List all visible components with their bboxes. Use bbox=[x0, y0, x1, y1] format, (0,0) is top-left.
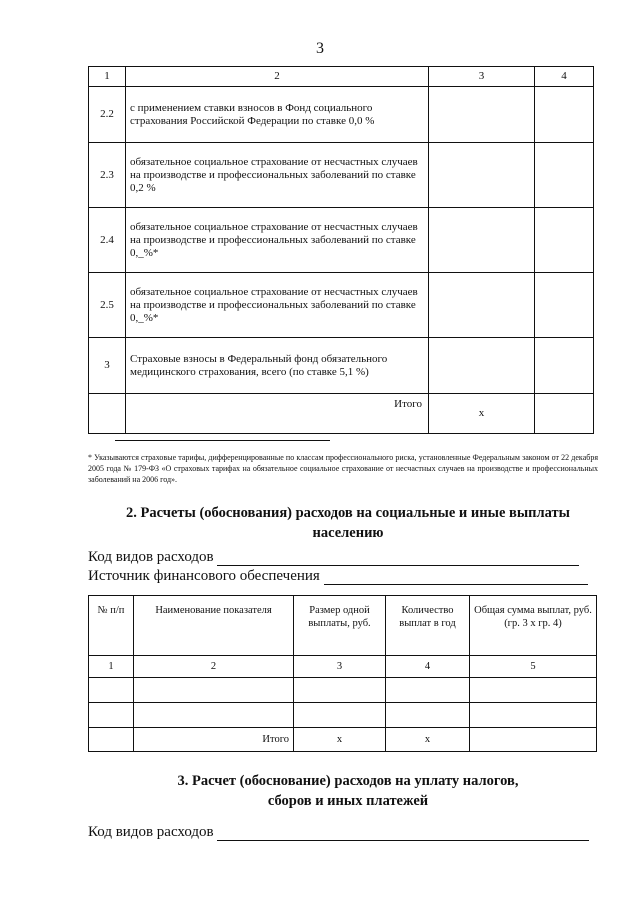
total-col4 bbox=[535, 394, 594, 434]
section3-title-line1: 3. Расчет (обоснование) расходов на уплату налогов, bbox=[177, 773, 519, 789]
section2-title bbox=[88, 503, 608, 543]
total-empty-cell bbox=[89, 394, 126, 434]
table-row bbox=[89, 87, 594, 143]
row-description: с применением ставки взносов в Фонд социального страхования Российской Федерации по ставке 0,0 % bbox=[126, 87, 429, 143]
row-number: 2.4 bbox=[89, 208, 126, 273]
empty-cell bbox=[134, 703, 294, 728]
row-col3 bbox=[429, 273, 535, 338]
empty-cell bbox=[89, 728, 134, 752]
table2-header-row bbox=[89, 596, 597, 656]
row-col4 bbox=[535, 273, 594, 338]
social-payments-table bbox=[88, 595, 597, 752]
header-payment-count: Количество выплат в год bbox=[386, 596, 470, 656]
row-number: 2.3 bbox=[89, 143, 126, 208]
contributions-table bbox=[88, 66, 594, 434]
section2-title-line2: населению bbox=[312, 525, 384, 541]
section2-code-field bbox=[88, 548, 579, 566]
col-number: 4 bbox=[386, 656, 470, 678]
row-number: 3 bbox=[89, 338, 126, 394]
row-col3 bbox=[429, 87, 535, 143]
col-number: 1 bbox=[89, 656, 134, 678]
empty-cell bbox=[386, 703, 470, 728]
empty-cell bbox=[470, 678, 597, 703]
section3-title-line2: сборов и иных платежей bbox=[267, 793, 429, 809]
table2-total-row bbox=[89, 728, 597, 752]
section3-title bbox=[88, 771, 608, 811]
row-number: 2.2 bbox=[89, 87, 126, 143]
footnote: * Указываются страховые тарифы, дифференцированные по классам профессионального риска, установленные Федеральным законом от 22 декабря 2005 года № 179-ФЗ «О страховых тарифах на обязательное социальное страхование от несчастных случаев на производстве и профессиональных заболеваний на 2006 год». bbox=[88, 453, 598, 484]
table1-header-1: 1 bbox=[89, 67, 126, 87]
table-row bbox=[89, 208, 594, 273]
footnote-divider bbox=[115, 440, 330, 441]
col-number: 2 bbox=[134, 656, 294, 678]
header-payment-size: Размер одной выплаты, руб. bbox=[294, 596, 386, 656]
empty-cell bbox=[89, 703, 134, 728]
total-label: Итого bbox=[126, 394, 429, 434]
col-number: 3 bbox=[294, 656, 386, 678]
row-col3 bbox=[429, 338, 535, 394]
section3-code-field bbox=[88, 823, 589, 841]
row-col3 bbox=[429, 208, 535, 273]
code-label: Код видов расходов bbox=[88, 824, 214, 840]
row-description: обязательное социальное страхование от несчастных случаев на производстве и профессиональных заболеваний по ставке 0,_%* bbox=[126, 273, 429, 338]
row-col4 bbox=[535, 338, 594, 394]
page-number: 3 bbox=[316, 40, 324, 57]
header-total-sum: Общая сумма выплат, руб. (гр. 3 х гр. 4) bbox=[470, 596, 597, 656]
header-indicator: Наименование показателя bbox=[134, 596, 294, 656]
table-row bbox=[89, 678, 597, 703]
total-col4: х bbox=[386, 728, 470, 752]
total-label: Итого bbox=[134, 728, 294, 752]
source-label: Источник финансового обеспечения bbox=[88, 568, 320, 584]
table1-header-2: 2 bbox=[126, 67, 429, 87]
table1-header-4: 4 bbox=[535, 67, 594, 87]
section2-source-field bbox=[88, 567, 588, 585]
table1-header-row bbox=[89, 67, 594, 87]
empty-cell bbox=[470, 728, 597, 752]
empty-cell bbox=[470, 703, 597, 728]
header-num: № п/п bbox=[89, 596, 134, 656]
total-col3: х bbox=[294, 728, 386, 752]
table-row bbox=[89, 273, 594, 338]
table1-header-3: 3 bbox=[429, 67, 535, 87]
table-row bbox=[89, 338, 594, 394]
table-row bbox=[89, 703, 597, 728]
empty-cell bbox=[134, 678, 294, 703]
row-description: Страховые взносы в Федеральный фонд обязательного медицинского страхования, всего (по ставке 5,1 %) bbox=[126, 338, 429, 394]
empty-cell bbox=[89, 678, 134, 703]
code-label: Код видов расходов bbox=[88, 549, 214, 565]
row-col4 bbox=[535, 208, 594, 273]
row-col4 bbox=[535, 143, 594, 208]
total-col3: x bbox=[429, 394, 535, 434]
col-number: 5 bbox=[470, 656, 597, 678]
source-blank-line[interactable] bbox=[324, 570, 588, 585]
row-description: обязательное социальное страхование от несчастных случаев на производстве и профессиональных заболеваний по ставке 0,_%* bbox=[126, 208, 429, 273]
row-col4 bbox=[535, 87, 594, 143]
row-description: обязательное социальное страхование от несчастных случаев на производстве и профессиональных заболеваний по ставке 0,2 % bbox=[126, 143, 429, 208]
code-blank-line[interactable] bbox=[217, 826, 589, 841]
row-number: 2.5 bbox=[89, 273, 126, 338]
table1-total-row bbox=[89, 394, 594, 434]
empty-cell bbox=[294, 678, 386, 703]
section2-title-line1: 2. Расчеты (обоснования) расходов на социальные и иные выплаты bbox=[126, 505, 570, 521]
empty-cell bbox=[294, 703, 386, 728]
table-row bbox=[89, 143, 594, 208]
row-col3 bbox=[429, 143, 535, 208]
empty-cell bbox=[386, 678, 470, 703]
code-blank-line[interactable] bbox=[217, 551, 579, 566]
table2-column-numbers bbox=[89, 656, 597, 678]
